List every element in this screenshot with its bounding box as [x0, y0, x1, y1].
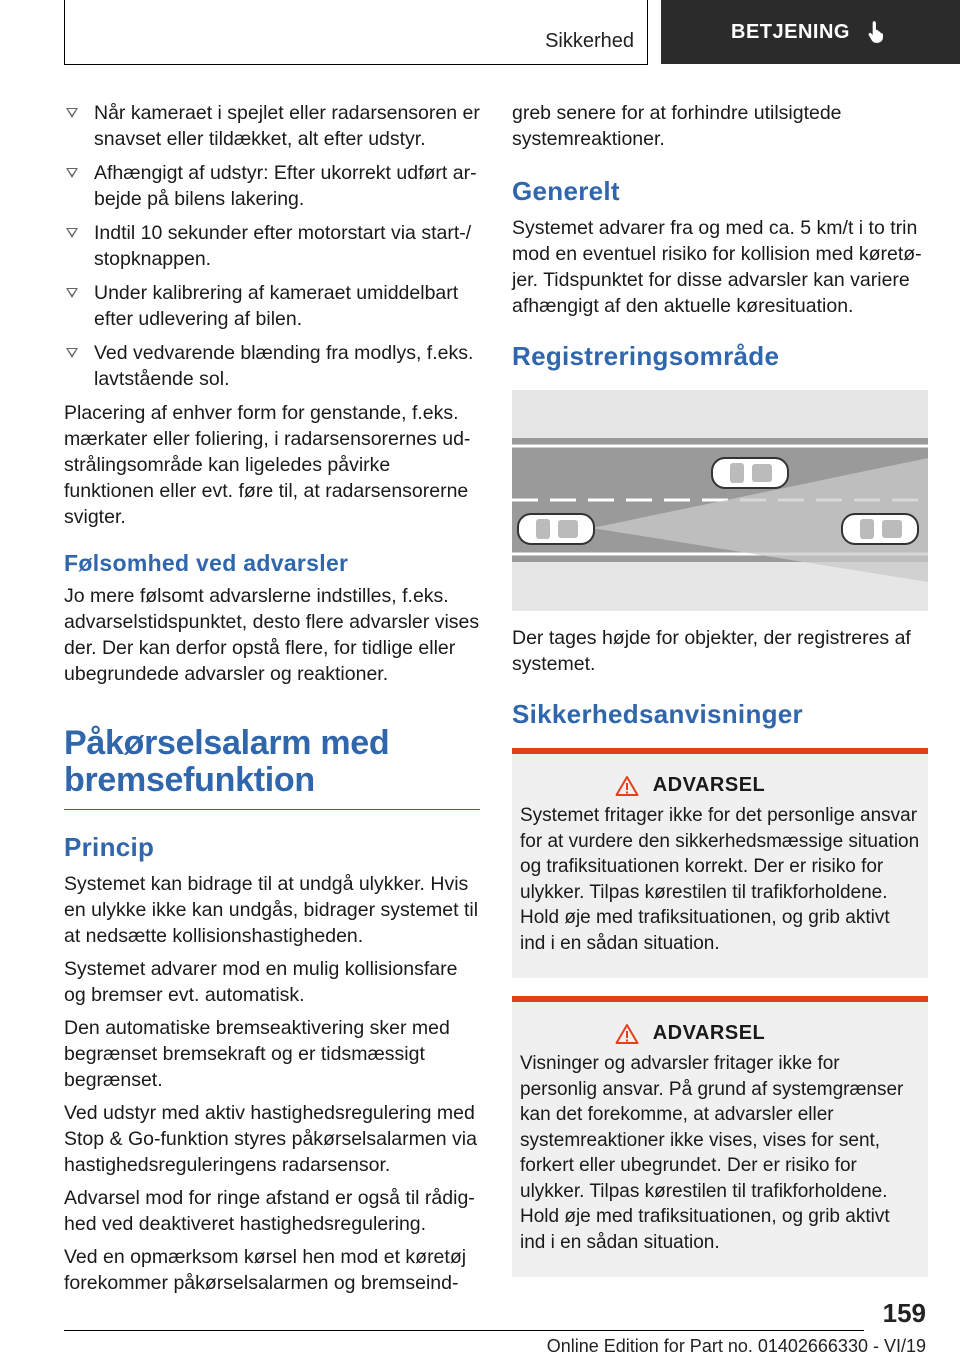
- triangle-bullet-icon: [66, 108, 78, 118]
- warning-box: [512, 996, 928, 1277]
- list-item: [64, 280, 480, 332]
- chapter-title: Påkørselsalarm med bremsefunktion: [64, 725, 480, 810]
- bullet-text: Når kameraet i spejlet eller radarsensoren er snavset eller tildækket, alt efter udstyr.: [94, 102, 480, 150]
- vehicle-ahead: [842, 514, 918, 544]
- principle-heading: Princip: [64, 832, 155, 862]
- principle-paragraph: Systemet kan bidrage til at undgå ulykker. Hvis en ulykke ikke kan undgås, bidrager systemet til at nedsætte kollisionshastigheden.: [64, 873, 479, 947]
- list-item: [64, 160, 480, 212]
- bullet-text: Under kalibrering af kameraet umiddelbart efter udlevering af bilen.: [94, 282, 459, 330]
- triangle-bullet-icon: [66, 168, 78, 178]
- vehicle-front-lane: [712, 458, 788, 488]
- list-item: [64, 220, 480, 272]
- hand-pointer-icon: [864, 19, 890, 45]
- left-column: [64, 100, 480, 1303]
- edition-text: Online Edition for Part no. 01402666330 - VI/19: [546, 1336, 926, 1356]
- vehicle-ego: [518, 514, 594, 544]
- bullet-text: Indtil 10 sekunder efter motorstart via start-/ stopknappen.: [94, 222, 472, 270]
- header-divider-left: [64, 0, 65, 65]
- placement-paragraph: Placering af enhver form for genstande, f.eks. mærkater eller foliering, i radarsensorernes udstrålingsområde kan ligeledes påvirke funktionen eller evt. føre til, at radarsensorerne svigter.: [64, 402, 471, 528]
- page-number: 159: [882, 1298, 926, 1328]
- list-item: [64, 100, 480, 152]
- general-paragraph: Systemet advarer fra og med ca. 5 km/t i to trin mod en eventuel risiko for kollision med køretøjer. Tidspunktet for disse advarsler kan variere afhængigt af den aktuelle køresituation.: [512, 217, 922, 317]
- illustration-caption: Der tages højde for objekter, der registreres af systemet.: [512, 627, 911, 675]
- warning-triangle-icon: [615, 775, 639, 797]
- principle-paragraph: Systemet advarer mod en mulig kollisionsfare og bremser evt. automatisk.: [64, 958, 458, 1006]
- warning-box: [512, 748, 928, 978]
- list-item: [64, 340, 480, 392]
- warning-text: Visninger og advarsler fritager ikke for personlig ansvar. På grund af systemgrænser kan det forekomme, at advarsler eller systemreaktioner ikke vises, vises for sent, forkert eller ubegrundet. Der er risiko for ulykker. Tilpas kørestilen til trafikforholdene. Hold øje med trafiksituationen, og grib aktivt ind i en sådan situation.: [520, 1053, 904, 1253]
- triangle-bullet-icon: [66, 348, 78, 358]
- principle-paragraph: Den automatiske bremseaktivering sker med begrænset bremsekraft og er tidsmæssigt begrænset.: [64, 1017, 450, 1091]
- continuation-paragraph: greb senere for at forhindre utilsigtede systemreaktioner.: [512, 102, 842, 150]
- chapter-tab-label: BETJENING: [731, 20, 850, 43]
- footer-rule: [64, 1330, 864, 1331]
- warning-title: ADVARSEL: [652, 774, 766, 796]
- road-diagram: [512, 390, 928, 611]
- triangle-bullet-icon: [66, 228, 78, 238]
- triangle-bullet-icon: [66, 288, 78, 298]
- principle-paragraph: Ved udstyr med aktiv hastighedsregulering med Stop & Go-funktion styres påkørselsalarmen via hastighedsreguleringens radarsensor.: [64, 1102, 477, 1176]
- safety-heading: Sikkerhedsanvisninger: [512, 699, 803, 729]
- detection-area-heading: Registreringsområde: [512, 341, 780, 371]
- warning-text: Systemet fritager ikke for det personlige ansvar for at vurdere den sikkerhedsmæssige situation og trafiksituationen korrekt. Der er risiko for ulykker. Tilpas kørestilen til trafikforholdene. Hold øje med trafiksituationen, og grib aktivt ind i en sådan situation.: [520, 805, 920, 954]
- bullet-text: Ved vedvarende blænding fra modlys, f.eks. lavtstående sol.: [94, 342, 474, 390]
- warning-title: ADVARSEL: [652, 1022, 766, 1044]
- bullet-text: Afhængigt af udstyr: Efter ukorrekt udført arbejde på bilens lakering.: [94, 162, 477, 210]
- sensitivity-paragraph: Jo mere følsomt advarslerne indstilles, f.eks. advarselstidspunktet, desto flere advarsler vises der. Der kan derfor opstå flere, for tidlige eller ubegrundede advarsler og reaktioner.: [64, 585, 480, 685]
- chapter-tab[interactable]: [661, 0, 960, 64]
- detection-area-illustration: [512, 390, 928, 611]
- principle-paragraph: Ved en opmærksom kørsel hen mod et køretøj forekommer påkørselsalarmen og bremseind-: [64, 1246, 467, 1294]
- principle-paragraph: Advarsel mod for ringe afstand er også til rådighed ved deaktiveret hastighedsregulering.: [64, 1187, 475, 1235]
- general-heading: Generelt: [512, 176, 620, 206]
- header-underline: [64, 64, 648, 65]
- section-title: Sikkerhed: [545, 30, 634, 52]
- right-column: [512, 100, 928, 1277]
- warning-triangle-icon: [615, 1023, 639, 1045]
- header-divider-right: [647, 0, 648, 65]
- sensitivity-heading: Følsomhed ved advarsler: [64, 550, 349, 576]
